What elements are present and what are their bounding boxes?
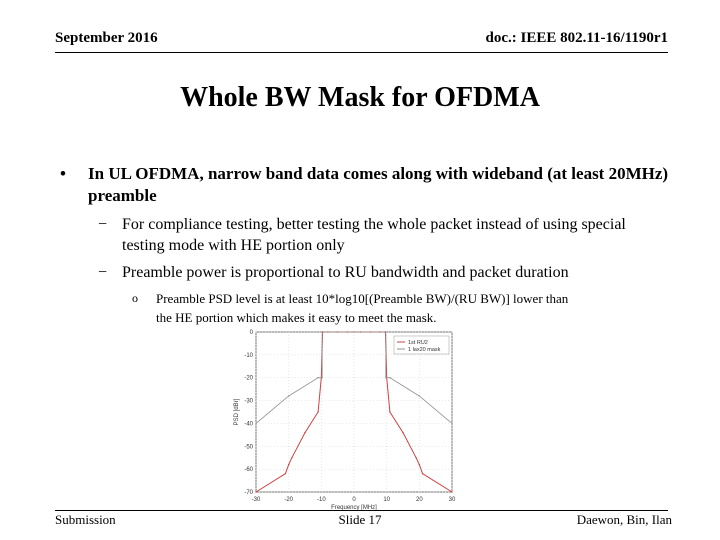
header-doc-id: doc.: IEEE 802.11-16/1190r1: [485, 30, 668, 46]
series-2-point: [317, 377, 318, 378]
x-tick-label: -30: [251, 497, 261, 503]
bullet-level2: [98, 214, 668, 256]
bullet-text: Preamble PSD level is at least 10*log10[(Preamble BW)/(RU BW)] lower than the HE portion which makes it easy to meet the mask.: [156, 291, 569, 325]
series-1-point: [255, 491, 256, 492]
bullet-marker: −: [98, 264, 108, 281]
series-2-point: [389, 377, 390, 378]
y-tick-label: -40: [244, 421, 253, 428]
y-tick-label: -30: [244, 398, 253, 405]
series-2-point: [419, 395, 420, 396]
bullet-level3: [132, 289, 572, 327]
series-1-point: [422, 473, 423, 474]
footer-divider: [55, 510, 668, 511]
footer-authors: Daewon, Bin, Ilan: [576, 512, 672, 527]
series-2-point: [386, 377, 387, 378]
bullet-text: Preamble power is proportional to RU bandwidth and packet duration: [122, 264, 569, 281]
bullet-text: For compliance testing, better testing the whole packet instead of using special testing mode with HE portion only: [122, 216, 626, 254]
bullet-level1: [60, 163, 680, 207]
x-tick-label: -10: [316, 497, 326, 503]
psd-chart: [212, 326, 472, 516]
series-1-point: [415, 457, 416, 458]
series-1-point: [402, 432, 403, 433]
bullet-level2: [98, 262, 668, 283]
series-1-point: [317, 411, 318, 412]
series-2-point: [288, 395, 289, 396]
series-1-point: [419, 464, 420, 465]
series-1-point: [389, 411, 390, 412]
y-tick-label: -60: [244, 467, 253, 474]
series-2-point: [321, 331, 322, 332]
header-divider: [55, 52, 668, 53]
series-2-point: [321, 377, 322, 378]
series-1-point: [304, 432, 305, 433]
bullet-marker: −: [98, 216, 108, 233]
series-1-point: [291, 457, 292, 458]
y-tick-label: 0: [249, 330, 253, 336]
x-tick-label: 10: [383, 497, 391, 503]
series-2-point: [255, 423, 256, 424]
y-tick-label: -70: [244, 490, 253, 496]
legend-label: 1 lax20 mask: [408, 347, 441, 353]
y-tick-label: -50: [244, 444, 253, 451]
x-tick-label: -20: [284, 497, 294, 503]
y-tick-label: -20: [244, 375, 253, 382]
psd-chart-svg: [212, 326, 472, 516]
bullet-marker: •: [60, 164, 66, 183]
footer-submission: Submission: [55, 512, 116, 527]
bullet-text: In UL OFDMA, narrow band data comes along with wideband (at least 20MHz) preamble: [88, 164, 669, 205]
series-2-point: [451, 423, 452, 424]
bullet-marker: o: [132, 291, 138, 305]
x-axis-label: Frequency [MHz]: [331, 505, 377, 511]
x-tick-label: 20: [415, 497, 423, 503]
legend-label: 1st RU2: [408, 340, 428, 346]
slide-title: Whole BW Mask for OFDMA: [180, 82, 540, 113]
series-1-point: [288, 464, 289, 465]
header-date: September 2016: [55, 30, 158, 46]
x-tick-label: 30: [448, 497, 456, 503]
x-tick-label: 0: [352, 497, 356, 503]
series-1-point: [451, 491, 452, 492]
series-2-point: [385, 331, 386, 332]
y-tick-label: -10: [244, 352, 253, 359]
series-1-point: [285, 473, 286, 474]
footer-slide-number: Slide 17: [338, 512, 382, 527]
y-axis-label: PSD [dBr]: [234, 398, 240, 426]
